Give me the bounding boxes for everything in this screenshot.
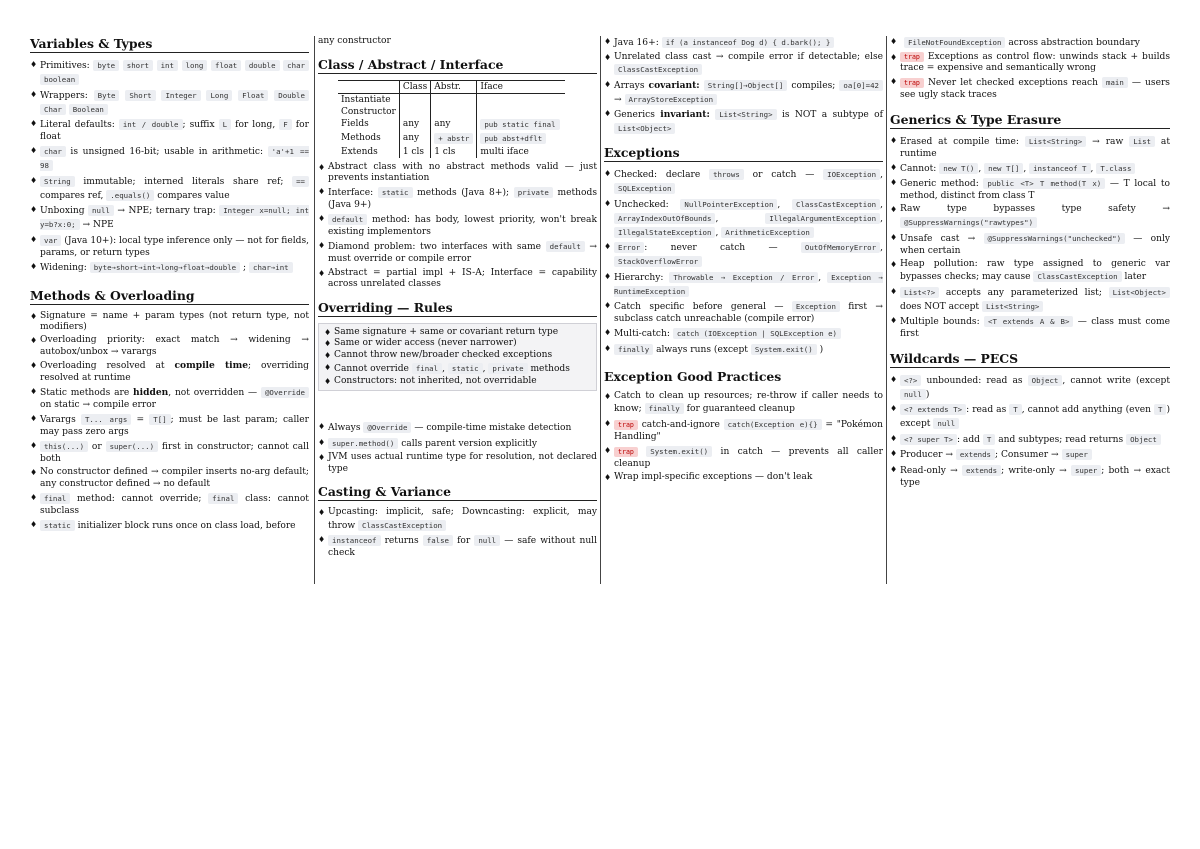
list-item: ♦ Java 16+: if (a instanceof Dog d) { d.bark(); } [604,36,883,50]
list-item: ♦ var (Java 10+): local type inference only — not for fields, params, or return types [30,234,309,260]
list-item: ♦ Error : never catch — OutOfMemoryError , StackOverflowError [604,241,883,269]
column-1 [30,36,309,534]
list-item: ♦ super.method() calls parent version explicitly [318,437,597,451]
list-item: ♦ Erased at compile time: List<String> → raw List at runtime [890,135,1170,161]
list-item: ♦ Unchecked: NullPointerException , ClassCastException , ArrayIndexOutOfBounds , IllegalArgumentException , IllegalStateException , ArithmeticException [604,198,883,240]
list-item: ♦ Generics invariant: List<String> is NOT a subtype of List<Object> [604,108,883,136]
section-title-wildcards: Wildcards — PECS [890,351,1170,368]
column-3 [604,36,883,485]
list-item: ♦ Overloading resolved at compile time; overriding resolved at runtime [30,360,309,384]
list-item: ♦ Producer → extends ; Consumer → super [890,448,1170,462]
list-item: ♦ default method: has body, lowest priority, won't break existing implementors [318,213,597,239]
column-2 [318,36,597,562]
list-item: ♦ finally always runs (except System.exit() ) [604,343,883,357]
section-title-methods: Methods & Overloading [30,288,309,305]
list-item: ♦ trap catch-and-ignore catch(Exception e){} = "Pokémon Handling" [604,418,883,444]
section-title-overriding: Overriding — Rules [318,300,597,317]
list-item: ♦ Cannot throw new/broader checked exceptions [324,350,591,362]
section-title-good-practices: Exception Good Practices [604,368,782,384]
trap-badge: trap [900,52,924,62]
list-item: ♦ Primitives: byte short int long float double char boolean [30,59,309,87]
continued-text: any constructor [318,36,391,46]
list-item: ♦ JVM uses actual runtime type for resolution, not declared type [318,452,597,475]
good-practices-continued-list [890,36,1170,102]
casting-continued-list [604,36,883,136]
list-item: ♦ Widening: byte→short→int→long→float→double ; char→int [30,261,309,275]
list-item: ♦ <? extends T> : read as T , cannot add anything (even T ) except null [890,403,1170,431]
cheat-sheet [30,36,1170,596]
section-title-variables: Variables & Types [30,36,309,53]
table-row: Fields any any pub static final [338,118,565,132]
list-item: ♦ Always @Override — compile-time mistake detection [318,421,597,435]
table-row: Extends 1 cls 1 cls multi iface [338,146,565,158]
overriding-rules-box [318,323,597,391]
comparison-table: Class Abstr. Iface Instantiate Constructor Fields any any pub static final Methods any + abstr pub abst+dflt Extends 1 cls 1 cls multi iface [338,80,565,158]
list-item: ♦ Heap pollution: raw type assigned to generic var bypasses checks; may cause ClassCastException later [890,259,1170,285]
column-divider [886,36,887,584]
list-item: ♦ List<?> accepts any parameterized list; List<Object> does NOT accept List<String> [890,286,1170,314]
generics-list [890,135,1170,341]
list-item: ♦ Catch specific before general — Exception first → subclass catch unreachable (compile error) [604,300,883,326]
list-item: ♦ Same or wider access (never narrower) [324,338,591,350]
column-divider [600,36,601,584]
class-list [318,162,597,291]
list-item: ♦ trap System.exit() in catch — prevents all caller cleanup [604,445,883,471]
list-item: ♦ Arrays covariant: String[]→Object[] compiles; oa[0]=42 → ArrayStoreException [604,79,883,107]
list-item: ♦ Multi-catch: catch (IOException | SQLException e) [604,327,883,341]
list-item: ♦ Multiple bounds: <T extends A & B> — class must come first [890,315,1170,341]
trap-badge: trap [614,420,638,430]
list-item: ♦ <?> unbounded: read as Object , cannot write (except null ) [890,374,1170,402]
section-title-generics: Generics & Type Erasure [890,112,1170,129]
exceptions-list [604,168,883,357]
list-item: ♦ Raw type bypasses type safety → @SuppressWarnings("rawtypes") [890,204,1170,230]
table-row: Methods any + abstr pub abst+dflt [338,132,565,146]
list-item: ♦ Signature = name + param types (not return type, not modifiers) [30,311,309,334]
list-item: ♦ Diamond problem: two interfaces with same default → must override or compile error [318,240,597,266]
continued-item: ♦ FileNotFoundException across abstraction boundary [890,36,1170,50]
list-item: ♦ this(...) or super(...) first in constructor; cannot call both [30,440,309,466]
list-item: ♦ Wrap impl-specific exceptions — don't leak [604,472,883,484]
list-item: ♦ Cannot: new T() , new T[] , instanceof T , T.class [890,162,1170,176]
casting-list [318,507,597,560]
list-item: ♦ Read-only → extends ; write-only → super ; both → exact type [890,464,1170,490]
list-item: ♦ static initializer block runs once on class load, before [30,519,309,533]
list-item: ♦ final method: cannot override; final class: cannot subclass [30,492,309,518]
list-item: ♦ No constructor defined → compiler inserts no-arg default; any constructor defined → no default [30,467,309,490]
list-item: ♦ Same signature + same or covariant return type [324,327,591,339]
list-item: ♦ Abstract class with no abstract methods valid — just prevents instantiation [318,162,597,185]
list-item: ♦ trap Exceptions as control flow: unwinds stack + builds trace = expensive and semantically wrong [890,52,1170,75]
list-item: ♦ Literal defaults: int / double ; suffix L for long, F for float [30,118,309,144]
table-row: Constructor [338,106,565,118]
list-item: ♦ Hierarchy: Throwable → Exception / Error , Exception → RuntimeException [604,271,883,299]
list-item: ♦ Checked: declare throws or catch — IOException , SQLException [604,168,883,196]
trap-badge: trap [900,78,924,88]
column-divider [314,36,315,584]
list-item: ♦ Wrappers: Byte Short Integer Long Float Double Char Boolean [30,89,309,117]
list-item: ♦ Catch to clean up resources; re-throw if caller needs to know; finally for guaranteed cleanup [604,391,883,417]
trap-badge: trap [614,447,638,457]
list-item: ♦ Overloading priority: exact match → widening → autobox/unbox → varargs [30,335,309,358]
override-notes-list [318,421,597,475]
list-item: ♦ String immutable; interned literals share ref; == compares ref, .equals() compares value [30,175,309,203]
list-item: ♦ <? super T> : add T and subtypes; read returns Object [890,433,1170,447]
variables-list [30,59,309,275]
list-item: ♦ Varargs T... args = T[] ; must be last param; caller may pass zero args [30,413,309,439]
list-item: ♦ trap Never let checked exceptions reach main — users see ugly stack traces [890,76,1170,102]
list-item: ♦ Unboxing null → NPE; ternary trap: Integer x=null; int y=b?x:0; → NPE [30,204,309,232]
column-4 [890,36,1170,491]
section-title-casting: Casting & Variance [318,484,597,501]
list-item: ♦ Unsafe cast → @SuppressWarnings("unchecked") — only when certain [890,232,1170,258]
section-title-class: Class / Abstract / Interface [318,57,597,74]
section-title-exceptions: Exceptions [604,145,883,162]
list-item: ♦ Static methods are hidden, not overridden — @Override on static → compile error [30,386,309,412]
list-item: ♦ instanceof returns false for null — safe without null check [318,534,597,560]
good-practices-list [604,391,883,484]
list-item: ♦ Generic method: public <T> T method(T x) — T local to method, distinct from class T [890,177,1170,203]
list-item: ♦ Constructors: not inherited, not overridable [324,376,591,388]
list-item: ♦ Unrelated class cast → compile error if detectable; else ClassCastException [604,52,883,78]
list-item: ♦ Upcasting: implicit, safe; Downcasting: explicit, may throw ClassCastException [318,507,597,533]
list-item: ♦ Cannot override final , static , private methods [324,362,591,376]
list-item: ♦ Abstract = partial impl + IS-A; Interface = capability across unrelated classes [318,268,597,291]
list-item: ♦ char is unsigned 16-bit; usable in arithmetic: 'a'+1 == 98 [30,145,309,173]
wildcards-list [890,374,1170,490]
table-row: Instantiate [338,93,565,106]
methods-list [30,311,309,533]
list-item: ♦ Interface: static methods (Java 8+); private methods (Java 9+) [318,186,597,212]
